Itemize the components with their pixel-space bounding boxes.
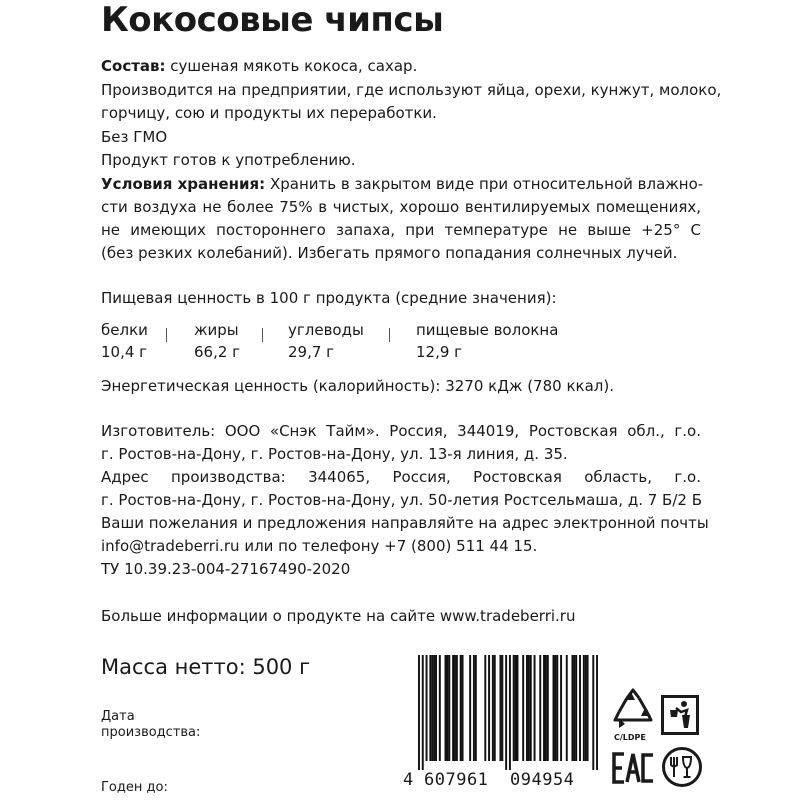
trash-bin-icon — [661, 695, 699, 735]
barcode-first-digit: 4 — [403, 770, 414, 790]
barcode-bar — [429, 655, 431, 761]
barcode-bar — [530, 655, 532, 761]
barcode-bar — [553, 655, 555, 761]
barcode-bar — [473, 655, 475, 761]
product-title: Кокосовые чипсы — [101, 0, 444, 40]
barcode-digits-left: 607961 — [424, 770, 489, 790]
composition-text: сушеная мякоть кокоса, сахар. — [170, 57, 418, 75]
barcode-bar — [539, 655, 541, 761]
storage-line-2: сти воздуха не более 75% в чистых, хорошо вентилируемых помещениях, — [101, 198, 701, 216]
barcode-bar — [454, 655, 456, 761]
barcode-bar — [448, 655, 450, 761]
barcode-bar — [579, 655, 581, 761]
production-line-2: г. Ростов-на-Дону, г. Ростов-на-Дону, ул. 50-летия Ростсельмаша, д. 7 Б/2 Б — [101, 491, 702, 509]
barcode-bar — [585, 655, 587, 761]
barcode-bar — [545, 655, 547, 761]
barcode-bar — [452, 655, 454, 761]
energy-value: Энергетическая ценность (калорийность): 3270 кДж (780 ккал). — [101, 377, 614, 395]
nutrition-name-protein: белки — [101, 321, 148, 339]
barcode-bar — [587, 655, 589, 761]
feedback-line-1: Ваши пожелания и предложения направляйте на адрес электронной почты — [101, 514, 709, 532]
food-safe-icon — [661, 746, 703, 788]
barcode-bar — [592, 655, 594, 770]
barcode-bar — [596, 655, 598, 770]
best-before-label: Годен до: — [101, 780, 168, 795]
composition — [101, 55, 417, 77]
ready-note: Продукт готов к употреблению. — [101, 151, 356, 169]
nutrition-value-carbs: 29,7 г — [288, 343, 335, 361]
barcode-bar — [554, 655, 556, 761]
barcode-bar — [509, 655, 511, 770]
nutrition-name-carbs: углеводы — [288, 321, 364, 339]
barcode-bar — [505, 655, 507, 770]
barcode-bar — [484, 655, 486, 761]
composition-label: Состав: — [101, 57, 166, 75]
barcode-bar — [517, 655, 519, 761]
nutrition-value-protein: 10,4 г — [101, 343, 148, 361]
manufacturer-line-1: Изготовитель: ООО «Снэк Тайм». Россия, 344019, Ростовская обл., г.о. — [101, 422, 701, 440]
nutrition-separator — [166, 328, 167, 342]
barcode — [418, 655, 598, 770]
barcode-bar — [462, 655, 464, 761]
barcode-bar — [501, 655, 503, 761]
storage-text-1: Хранить в закрытом виде при относительной влажно- — [269, 175, 704, 193]
production-date-label-1: Дата — [101, 709, 135, 724]
nutrition-header: Пищевая ценность в 100 г продукта (средние значения): — [101, 289, 557, 307]
standard-code: ТУ 10.39.23-004-27167490-2020 — [101, 560, 351, 578]
storage-line-1 — [101, 173, 703, 195]
production-line-1: Адрес производства: 344065, Россия, Ростовская область, г.о. — [101, 468, 701, 486]
barcode-bar — [431, 655, 433, 761]
barcode-bar — [488, 655, 490, 761]
barcode-bar — [492, 655, 494, 761]
feedback-line-2: info@tradeberri.ru или по телефону +7 (800) 511 44 15. — [101, 537, 538, 555]
production-date-label-2: производства: — [101, 725, 201, 740]
gmo-note: Без ГМО — [101, 128, 168, 146]
nutrition-separator — [262, 328, 263, 342]
eac-icon — [611, 748, 655, 788]
barcode-digits-right: 094954 — [510, 770, 575, 790]
barcode-bar — [475, 655, 477, 761]
barcode-bar — [494, 655, 496, 761]
barcode-bar — [543, 655, 545, 761]
storage-line-4: (без резких колебаний). Избегать прямого попадания солнечных лучей. — [101, 244, 678, 262]
barcode-bar — [575, 655, 577, 761]
barcode-bar — [522, 655, 524, 761]
barcode-bar — [445, 655, 447, 761]
barcode-bar — [573, 655, 575, 761]
manufacturer-line-2: г. Ростов-на-Дону, г. Ростов-на-Дону, ул. 13-я линия, д. 35. — [101, 445, 568, 463]
barcode-bar — [422, 655, 424, 770]
barcode-bar — [583, 655, 585, 761]
barcode-bar — [499, 655, 501, 761]
barcode-bar — [469, 655, 471, 761]
barcode-bar — [460, 655, 462, 761]
barcode-bar — [571, 655, 573, 761]
barcode-bar — [526, 655, 528, 761]
nutrition-name-fiber: пищевые волокна — [416, 321, 559, 339]
barcode-bar — [515, 655, 517, 761]
barcode-bar — [439, 655, 441, 761]
more-info: Больше информации о продукте на сайте www.tradeberri.ru — [101, 607, 576, 625]
barcode-bar — [528, 655, 530, 761]
storage-label: Условия хранения: — [101, 175, 266, 193]
barcode-bar — [418, 655, 420, 770]
nutrition-value-fiber: 12,9 г — [416, 343, 463, 361]
barcode-bar — [456, 655, 458, 761]
barcode-bar — [560, 655, 562, 761]
barcode-bar — [426, 655, 428, 761]
barcode-bar — [446, 655, 448, 761]
barcode-bar — [435, 655, 437, 761]
net-mass: Масса нетто: 500 г — [101, 655, 311, 679]
barcode-bar — [534, 655, 536, 761]
barcode-bar — [547, 655, 549, 761]
storage-line-3: не имеющих постороннего запаха, при температуре не выше +25° С — [101, 221, 701, 239]
nutrition-value-fat: 66,2 г — [194, 343, 241, 361]
nutrition-name-fat: жиры — [194, 321, 239, 339]
nutrition-separator — [389, 328, 390, 342]
allergen-line-1: Производится на предприятии, где используют яйца, орехи, кунжут, молоко, — [101, 81, 722, 99]
barcode-bar — [566, 655, 568, 761]
barcode-bar — [433, 655, 435, 761]
recycle-label: C/LDPE — [614, 733, 646, 742]
barcode-bar — [556, 655, 558, 761]
allergen-line-2: горчицу, сою и продукты их переработки. — [101, 104, 437, 122]
barcode-bar — [513, 655, 515, 761]
